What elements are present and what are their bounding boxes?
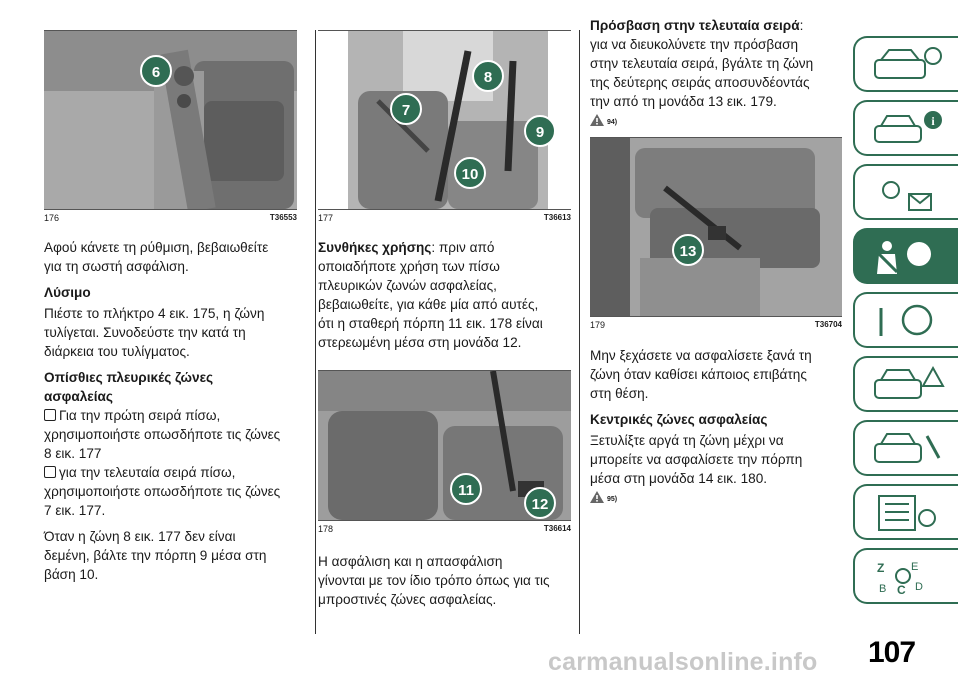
figure-caption xyxy=(318,210,571,227)
callout-11: 11 xyxy=(458,482,474,499)
paragraph: για την τελευταία σειρά πίσω, xyxy=(44,463,297,482)
figure-number: 176 xyxy=(44,213,60,223)
seatbelt-airbag-icon xyxy=(869,236,949,278)
paragraph: Για την πρώτη σειρά πίσω, xyxy=(44,406,297,425)
paragraph: Πρόσβαση στην τελευταία σειρά: xyxy=(590,18,804,33)
callout-12: 12 xyxy=(531,496,549,513)
paragraph: της δεύτερης σειράς αποσυνδέοντάς xyxy=(590,75,810,90)
figure-code: T36704 xyxy=(814,320,842,329)
paragraph: Αφού κάνετε τη ρύθμιση, βεβαιωθείτε xyxy=(44,240,269,255)
watermark: carmanualsonline.info xyxy=(548,648,818,676)
figure-number: 178 xyxy=(318,524,334,534)
paragraph: βάση 10. xyxy=(44,567,99,582)
warning-triangle-icon xyxy=(590,114,604,126)
car-info-icon xyxy=(869,44,949,86)
chapter-tab-index[interactable] xyxy=(853,548,958,604)
warning-triangle-icon xyxy=(590,491,604,503)
warning-ref: 94) xyxy=(590,114,842,126)
chapter-tab-vehicle[interactable] xyxy=(853,36,958,92)
paragraph: την από τη μονάδα 13 εικ. 179. xyxy=(590,94,777,109)
paragraph: 7 εικ. 177. xyxy=(44,503,106,518)
paragraph: Η ασφάλιση και η απασφάλιση xyxy=(318,554,503,569)
paragraph: για να διευκολύνετε την πρόσβαση xyxy=(590,37,799,52)
callout-10: 10 xyxy=(461,166,479,183)
paragraph: μπορείτε να ασφαλίσετε την πόρπη xyxy=(590,452,803,467)
figure-176 xyxy=(44,30,297,210)
page-number: 107 xyxy=(868,636,916,669)
alphabetical-index-icon xyxy=(869,556,949,598)
column-divider xyxy=(579,30,580,634)
figure-caption xyxy=(318,521,571,538)
paragraph: οποιαδήποτε χρήση των πίσω xyxy=(318,259,500,274)
callout-8: 8 xyxy=(483,69,493,86)
svg-text:i: i xyxy=(931,114,935,128)
figure-caption xyxy=(44,210,297,227)
paragraph: ότι η σταθερή πόρπη 11 εικ. 178 είναι xyxy=(318,316,543,331)
chapter-tab-warnings[interactable] xyxy=(853,164,958,220)
paragraph: χρησιμοποιήστε οπωσδήποτε τις ζώνες xyxy=(44,484,281,499)
paragraph: στερεωμένη μέσα στη μονάδα 12. xyxy=(318,335,522,350)
paragraph: μέσα στη μονάδα 14 εικ. 180. xyxy=(590,471,768,486)
figure-code: T36613 xyxy=(543,213,571,222)
callout-9: 9 xyxy=(535,124,545,141)
paragraph: μπροστινές ζώνες ασφαλείας. xyxy=(318,592,497,607)
chapter-tab-knowing[interactable] xyxy=(853,100,958,156)
car-warning-icon xyxy=(869,364,949,406)
paragraph: διάρκεια του τυλίγματος. xyxy=(44,344,190,359)
callout-7: 7 xyxy=(401,102,411,119)
figure-179-image xyxy=(590,138,842,316)
figure-number: 179 xyxy=(590,320,606,330)
paragraph: πλευρικών ζωνών ασφαλείας, xyxy=(318,278,497,293)
figure-178 xyxy=(318,370,571,521)
figure-caption xyxy=(590,317,842,334)
paragraph: Όταν η ζώνη 8 εικ. 177 δεν είναι xyxy=(44,529,236,544)
chapter-tab-starting[interactable] xyxy=(853,292,958,348)
paragraph: βεβαιωθείτε, για κάθε μία από αυτές, xyxy=(318,297,539,312)
paragraph: ζώνη όταν καθίσει κάποιος επιβάτης xyxy=(590,367,807,382)
callout-6: 6 xyxy=(151,64,161,81)
paragraph: Πιέστε το πλήκτρο 4 εικ. 175, η ζώνη xyxy=(44,306,265,321)
figure-code: T36614 xyxy=(543,524,571,533)
figure-179 xyxy=(590,137,842,317)
callout-13: 13 xyxy=(679,243,697,260)
heading-rear-belts: Οπίσθιες πλευρικές ζώνες xyxy=(44,370,214,385)
paragraph: στην τελευταία σειρά, βγάλτε τη ζώνη xyxy=(590,56,814,71)
svg-text:D: D xyxy=(915,581,923,593)
paragraph: δεμένη, βάλτε την πόρπη 9 μέσα στη xyxy=(44,548,267,563)
checkbox-icon xyxy=(44,409,56,421)
paragraph: τυλίγεται. Συνοδεύστε την κατά τη xyxy=(44,325,246,340)
chapter-tab-safety[interactable] xyxy=(853,228,958,284)
checkbox-icon xyxy=(44,466,56,478)
chapter-tab-maintenance[interactable] xyxy=(853,420,958,476)
figure-177-image xyxy=(318,31,571,209)
warning-ref: 95) xyxy=(590,491,842,503)
figure-number: 177 xyxy=(318,213,334,223)
paragraph: Ξετυλίξτε αργά τη ζώνη μέχρι να xyxy=(590,433,784,448)
column-divider xyxy=(315,30,316,634)
paragraph: γίνονται με τον ίδιο τρόπο όπως για τις xyxy=(318,573,550,588)
svg-text:Z: Z xyxy=(877,561,885,575)
svg-text:B: B xyxy=(879,583,887,595)
column-2 xyxy=(318,30,571,609)
paragraph: Μην ξεχάσετε να ασφαλίσετε ξανά τη xyxy=(590,348,812,363)
column-3 xyxy=(590,16,842,503)
paragraph: 8 εικ. 177 xyxy=(44,446,102,461)
svg-text:E: E xyxy=(911,561,919,573)
heading-access-last-row: Πρόσβαση στην τελευταία σειρά xyxy=(590,18,800,33)
car-tools-icon xyxy=(869,428,949,470)
figure-code: T36553 xyxy=(269,213,297,222)
warning-lights-icon xyxy=(869,172,949,214)
svg-text:C: C xyxy=(897,583,906,597)
figure-178-image xyxy=(318,371,571,520)
figure-177 xyxy=(318,30,571,210)
car-info-icon xyxy=(869,108,949,150)
heading-center-belts: Κεντρικές ζώνες ασφαλείας xyxy=(590,412,768,427)
steering-key-icon xyxy=(869,300,949,342)
paragraph: στη θέση. xyxy=(590,386,649,401)
paragraph: για τη σωστή ασφάλιση. xyxy=(44,259,189,274)
chapter-tab-emergency[interactable] xyxy=(853,356,958,412)
technical-data-icon xyxy=(869,492,949,534)
column-1 xyxy=(44,30,297,584)
heading-conditions: Συνθήκες χρήσης xyxy=(318,240,432,255)
paragraph: Συνθήκες χρήσης: πριν από xyxy=(318,240,495,255)
heading-rear-belts: ασφαλείας xyxy=(44,389,113,404)
paragraph: χρησιμοποιήστε οπωσδήποτε τις ζώνες xyxy=(44,427,281,442)
chapter-tab-technical[interactable] xyxy=(853,484,958,540)
heading-unlocking: Λύσιμο xyxy=(44,285,91,300)
figure-176-image xyxy=(44,31,297,209)
